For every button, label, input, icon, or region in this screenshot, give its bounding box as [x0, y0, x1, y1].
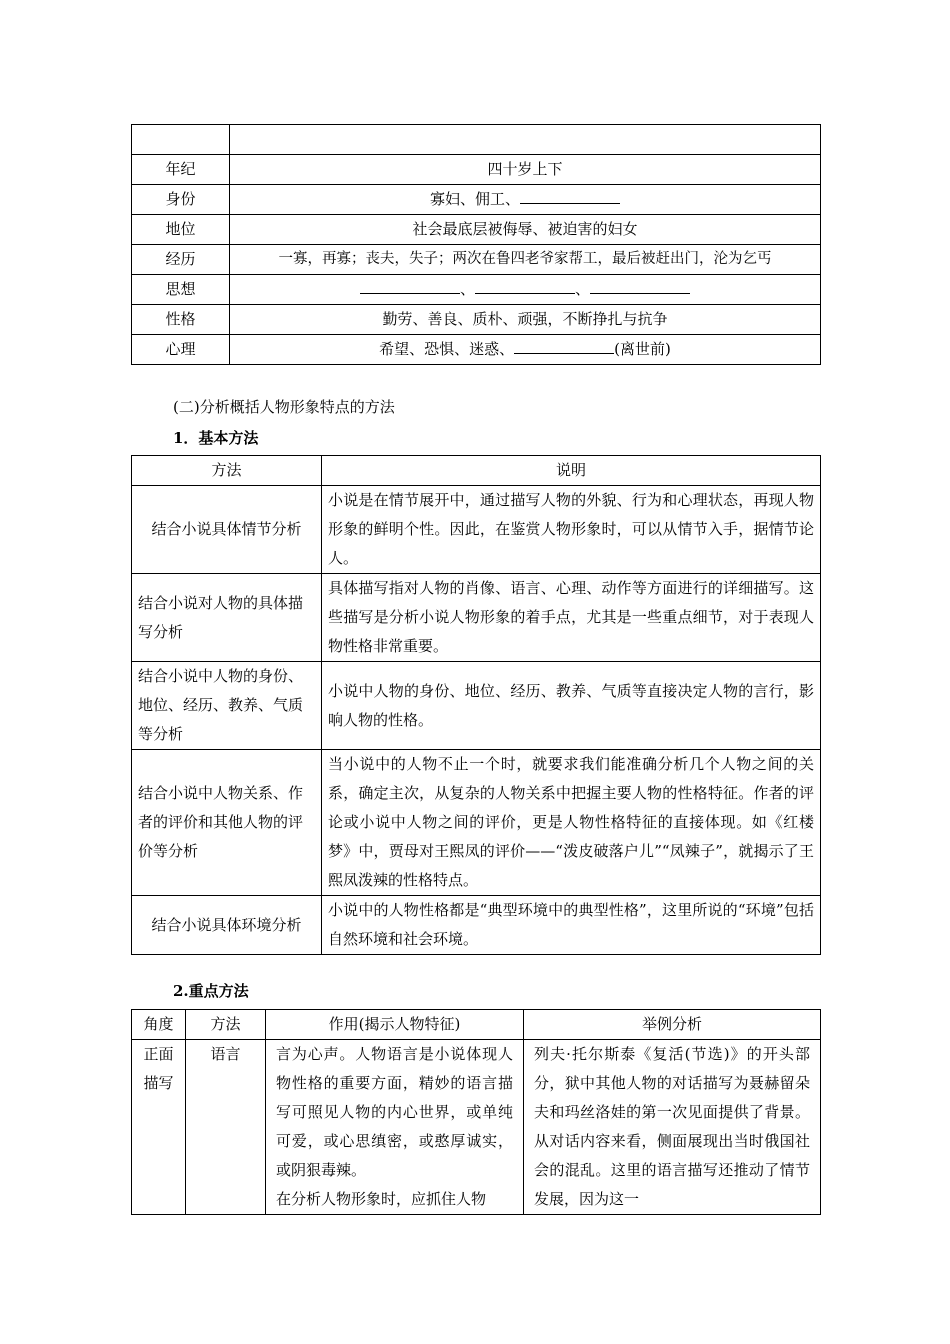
table-row [132, 215, 821, 245]
column-header: 方法 [186, 1010, 266, 1040]
table-row [132, 662, 821, 750]
effect-cell [266, 1040, 524, 1215]
method-cell: 结合小说具体环境分析 [132, 896, 322, 955]
method-cell: 结合小说对人物的具体描写分析 [132, 574, 322, 662]
method-cell: 结合小说中人物关系、作者的评价和其他人物的评价等分析 [132, 750, 322, 896]
table-row [132, 1040, 821, 1215]
description-cell: 小说是在情节展开中，通过描写人物的外貌、行为和心理状态，再现人物形象的鲜明个性。因此，在鉴赏人物形象时，可以从情节入手，据情节论人。 [322, 486, 821, 574]
row-label: 身份 [132, 185, 230, 215]
row-value [230, 335, 821, 365]
row-value [230, 275, 821, 305]
row-value [230, 185, 821, 215]
key-methods-table [131, 1009, 821, 1215]
table-row [132, 574, 821, 662]
method-cell: 结合小说中人物的身份、地位、经历、教养、气质等分析 [132, 662, 322, 750]
table-row [132, 125, 821, 155]
table-row [132, 245, 821, 275]
row-label: 心理 [132, 335, 230, 365]
row-label: 思想 [132, 275, 230, 305]
table-row [132, 185, 821, 215]
mind-suffix: (离世前) [614, 340, 671, 358]
row-value: 社会最底层被侮辱、被迫害的妇女 [230, 215, 821, 245]
effect-text: 言为心声。人物语言是小说体现人物性格的重要方面，精妙的语言描写可照见人物的内心世界，或单纯可爱，或心思缜密，或憨厚诚实，或阴狠毒辣。 [276, 1045, 513, 1179]
fill-blank [360, 277, 460, 294]
effect-text-continued: 在分析人物形象时，应抓住人物 [276, 1190, 487, 1208]
fill-blank [590, 277, 690, 294]
row-value: 勤劳、善良、质朴、顽强，不断挣扎与抗争 [230, 305, 821, 335]
table-header-row [132, 1010, 821, 1040]
identity-text: 寡妇、佣工、 [429, 190, 520, 208]
method-cell: 语言 [186, 1040, 266, 1215]
row-label: 年纪 [132, 155, 230, 185]
description-cell: 小说中人物的身份、地位、经历、教养、气质等直接决定人物的言行，影响人物的性格。 [322, 662, 821, 750]
separator: 、 [459, 280, 475, 298]
column-header: 作用(揭示人物特征) [266, 1010, 524, 1040]
row-label: 地位 [132, 215, 230, 245]
fill-blank [520, 187, 620, 204]
fill-blank [514, 337, 614, 354]
column-header: 说明 [322, 456, 821, 486]
mind-text: 希望、恐惧、迷惑、 [379, 340, 515, 358]
row-value: 一寡，再寡；丧夫，失子；两次在鲁四老爷家帮工，最后被赶出门，沦为乞丐 [230, 245, 821, 275]
column-header: 方法 [132, 456, 322, 486]
row-value: 四十岁上下 [230, 155, 821, 185]
table-header-row [132, 456, 821, 486]
column-header: 举例分析 [524, 1010, 821, 1040]
row-value [230, 125, 821, 155]
description-cell: 当小说中的人物不止一个时，就要求我们能准确分析几个人物之间的关系，确定主次，从复杂的人物关系中把握主要人物的性格特征。作者的评论或小说中人物之间的评价，更是人物性格特征的直接体现。如《红楼梦》中，贾母对王熙凤的评价——“泼皮破落户儿”“凤辣子”，就揭示了王熙凤泼辣的性格特点。 [322, 750, 821, 896]
description-cell: 小说中的人物性格都是“典型环境中的典型性格”，这里所说的“环境”包括自然环境和社会环境。 [322, 896, 821, 955]
table-row [132, 896, 821, 955]
subheading-basic-methods: 1．基本方法 [173, 429, 259, 447]
subheading-key-methods: 2.重点方法 [173, 982, 249, 1000]
table-row [132, 335, 821, 365]
example-cell: 列夫·托尔斯泰《复活(节选)》的开头部分，狱中其他人物的对话描写为聂赫留朵夫和玛丝洛娃的第一次见面提供了背景。从对话内容来看，侧面展现出当时俄国社会的混乱。这里的语言描写还推动了情节发展，因为这一 [524, 1040, 821, 1215]
description-cell: 具体描写指对人物的肖像、语言、心理、动作等方面进行的详细描写。这些描写是分析小说人物形象的着手点，尤其是一些重点细节，对于表现人物性格非常重要。 [322, 574, 821, 662]
table-row [132, 275, 821, 305]
basic-methods-table [131, 455, 821, 955]
row-label [132, 125, 230, 155]
table-row [132, 155, 821, 185]
row-label: 性格 [132, 305, 230, 335]
character-table [131, 124, 821, 365]
table-row [132, 305, 821, 335]
section-heading: (二)分析概括人物形象特点的方法 [173, 398, 395, 416]
table-row [132, 486, 821, 574]
table-row [132, 750, 821, 896]
column-header: 角度 [132, 1010, 186, 1040]
angle-cell: 正面描写 [132, 1040, 186, 1215]
separator: 、 [575, 280, 591, 298]
row-label: 经历 [132, 245, 230, 275]
method-cell: 结合小说具体情节分析 [132, 486, 322, 574]
fill-blank [475, 277, 575, 294]
